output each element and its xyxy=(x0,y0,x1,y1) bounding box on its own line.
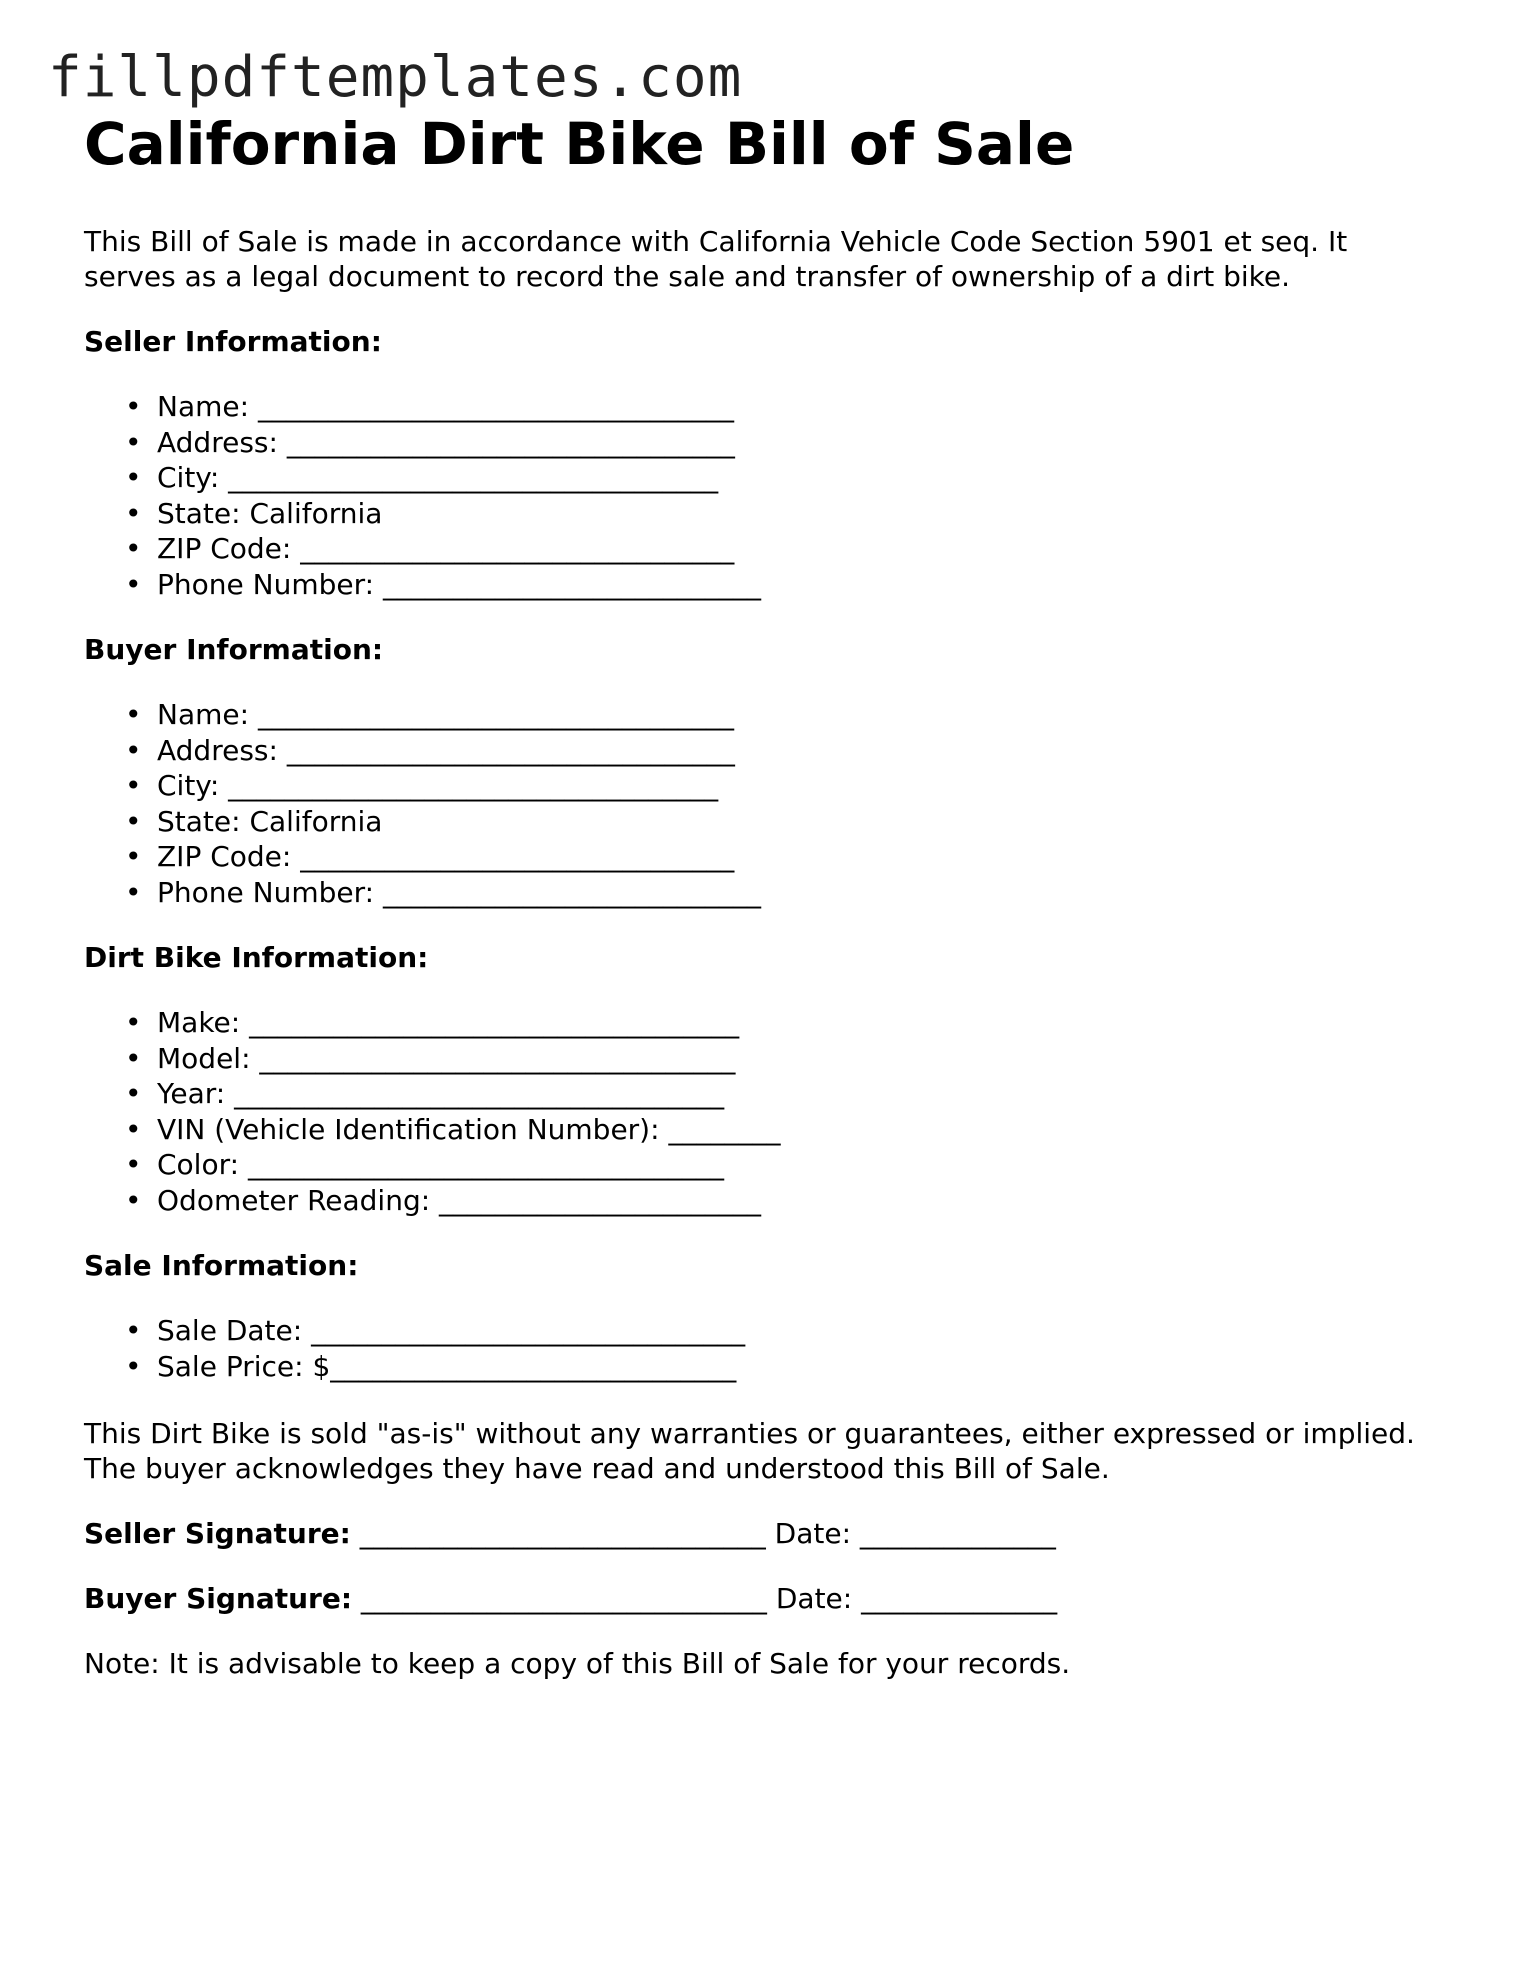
buyer-fields xyxy=(84,697,1444,910)
buyer-signature-date[interactable]: Date: ______________ xyxy=(775,1582,1058,1615)
seller-signature-line[interactable]: _____________________________ xyxy=(350,1517,775,1550)
buyer-address-field[interactable]: • Address: ________________________________ xyxy=(157,733,1444,769)
bike-make-field[interactable]: • Make: ___________________________________ xyxy=(157,1005,1444,1041)
buyer-city-field[interactable]: • City: ___________________________________ xyxy=(157,768,1444,804)
seller-fields xyxy=(84,389,1444,602)
bike-vin-field[interactable]: • VIN (Vehicle Identification Number): ________ xyxy=(157,1112,1444,1148)
sale-price-field[interactable]: • Sale Price: $_____________________________ xyxy=(157,1349,1444,1385)
seller-signature-row xyxy=(84,1516,1444,1551)
buyer-signature-label: Buyer Signature: xyxy=(84,1582,353,1615)
bike-model-field[interactable]: • Model: __________________________________ xyxy=(157,1041,1444,1077)
buyer-phone-field[interactable]: • Phone Number: ___________________________ xyxy=(157,875,1444,911)
seller-address-field[interactable]: • Address: ________________________________ xyxy=(157,425,1444,461)
buyer-zip-field[interactable]: • ZIP Code: _______________________________ xyxy=(157,839,1444,875)
seller-section-heading: Seller Information: xyxy=(84,325,382,358)
seller-signature-date[interactable]: Date: ______________ xyxy=(774,1517,1056,1550)
seller-state-field: • State: California xyxy=(157,496,1444,532)
buyer-name-field[interactable]: • Name: __________________________________ xyxy=(157,697,1444,733)
bike-odometer-field[interactable]: • Odometer Reading: _______________________ xyxy=(157,1183,1444,1219)
sale-date-field[interactable]: • Sale Date: _______________________________ xyxy=(157,1313,1444,1349)
watermark: fillpdftemplates.com xyxy=(48,45,743,110)
document-title: California Dirt Bike Bill of Sale xyxy=(84,110,1075,178)
records-note: Note: It is advisable to keep a copy of this Bill of Sale for your records. xyxy=(84,1647,1071,1680)
buyer-state-field: • State: California xyxy=(157,804,1444,840)
buyer-signature-row xyxy=(84,1581,1444,1616)
bike-color-field[interactable]: • Color: __________________________________ xyxy=(157,1147,1444,1183)
seller-zip-field[interactable]: • ZIP Code: _______________________________ xyxy=(157,531,1444,567)
bike-fields xyxy=(84,1005,1444,1218)
seller-phone-field[interactable]: • Phone Number: ___________________________ xyxy=(157,567,1444,603)
as-is-disclaimer: This Dirt Bike is sold "as-is" without any warranties or guarantees, either expressed or implied. The buyer acknowledges they have read and understood this Bill of Sale. xyxy=(84,1417,1415,1485)
seller-name-field[interactable]: • Name: __________________________________ xyxy=(157,389,1444,425)
seller-signature-label: Seller Signature: xyxy=(84,1517,351,1550)
buyer-section-heading: Buyer Information: xyxy=(84,633,384,666)
sale-fields xyxy=(84,1313,1444,1384)
seller-city-field[interactable]: • City: ___________________________________ xyxy=(157,460,1444,496)
buyer-signature-line[interactable]: _____________________________ xyxy=(352,1582,776,1615)
document xyxy=(84,108,1444,1681)
bike-year-field[interactable]: • Year: ___________________________________ xyxy=(157,1076,1444,1112)
intro-paragraph: This Bill of Sale is made in accordance with California Vehicle Code Section 5901 et seq. It serves as a legal document to record the sale and transfer of ownership of a dirt bike. xyxy=(84,225,1348,293)
bike-section-heading: Dirt Bike Information: xyxy=(84,941,429,974)
sale-section-heading: Sale Information: xyxy=(84,1249,359,1282)
